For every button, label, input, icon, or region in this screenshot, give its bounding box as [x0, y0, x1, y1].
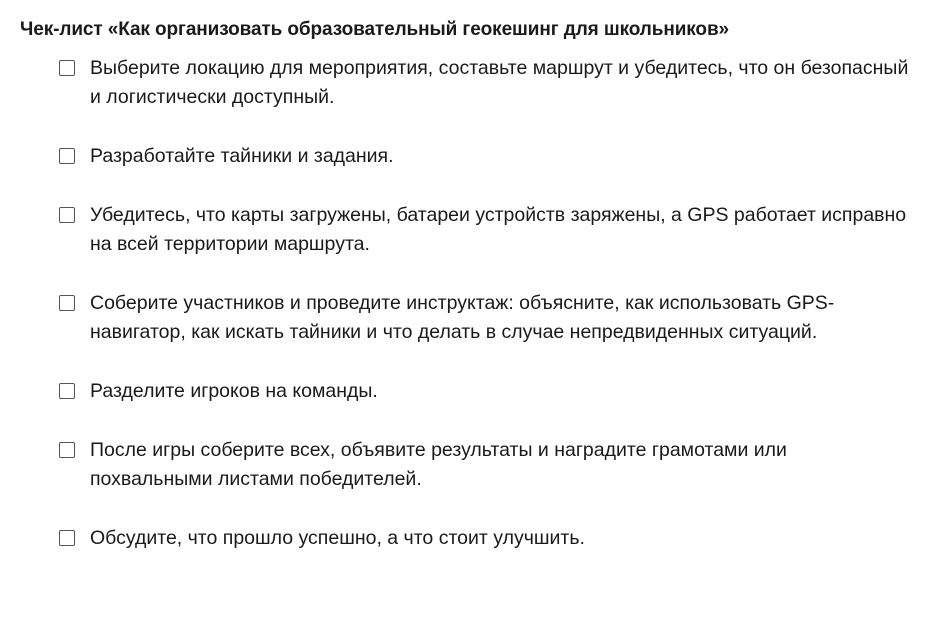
checklist — [20, 54, 916, 553]
list-item — [59, 377, 916, 406]
checkbox[interactable] — [59, 383, 75, 399]
list-item — [59, 436, 916, 494]
checkbox[interactable] — [59, 530, 75, 546]
checkbox[interactable] — [59, 60, 75, 76]
page-title: Чек-лист «Как организовать образовательный геокешинг для школьников» — [20, 19, 729, 40]
checkbox[interactable] — [59, 207, 75, 223]
item-label: Разделите игроков на команды. — [90, 380, 378, 402]
list-item — [59, 289, 916, 347]
list-item — [59, 201, 916, 259]
list-item — [59, 524, 916, 553]
item-label: После игры соберите всех, объявите результаты и наградите грамотами или похвальными листами победителей. — [90, 439, 787, 490]
checkbox[interactable] — [59, 148, 75, 164]
item-label: Разработайте тайники и задания. — [90, 145, 394, 167]
checkbox[interactable] — [59, 442, 75, 458]
list-item — [59, 54, 916, 112]
item-label: Выберите локацию для мероприятия, составьте маршрут и убедитесь, что он безопасный и логистически доступный. — [90, 57, 909, 108]
item-label: Соберите участников и проведите инструктаж: объясните, как использовать GPS-навигатор, как искать тайники и что делать в случае непредвиденных ситуаций. — [90, 292, 835, 343]
item-label: Обсудите, что прошло успешно, а что стоит улучшить. — [90, 527, 585, 549]
item-label: Убедитесь, что карты загружены, батареи устройств заряжены, а GPS работает исправно на всей территории маршрута. — [90, 204, 907, 255]
list-item — [59, 142, 916, 171]
checkbox[interactable] — [59, 295, 75, 311]
